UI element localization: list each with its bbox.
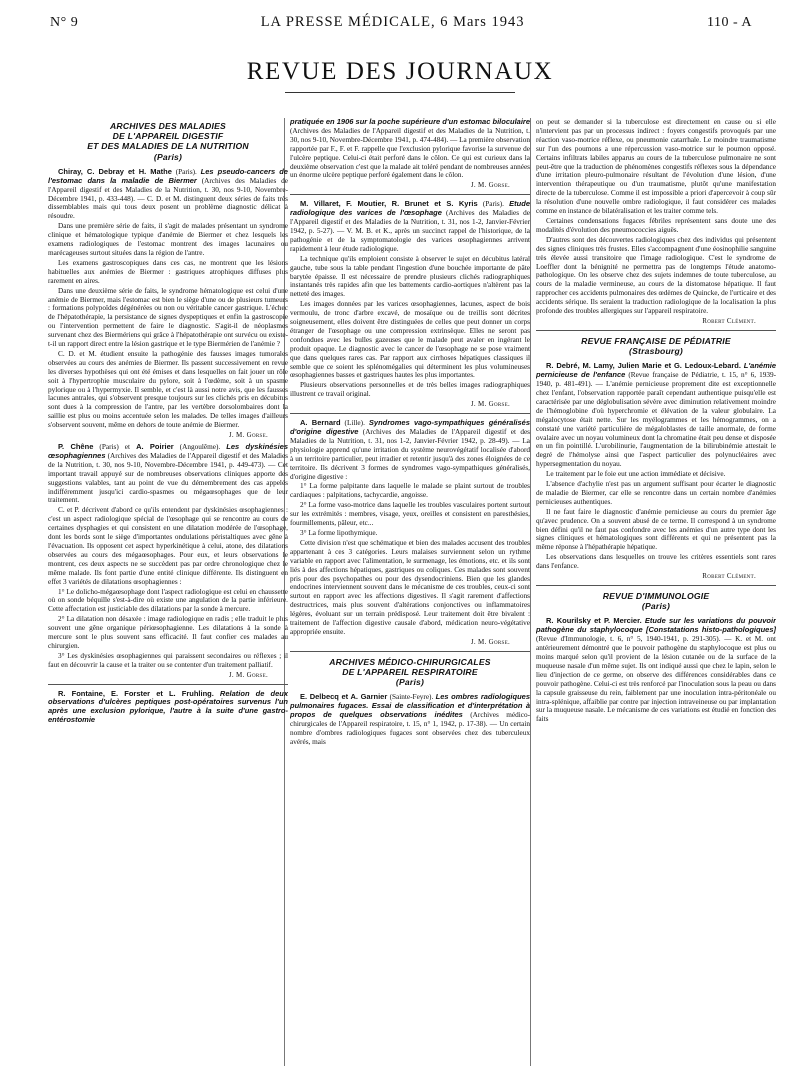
article-list-item: 3° Les dyskinésies œsophagiennes qui paraissent secondaires ou réflexes ; il faut en découvrir la cause et la traiter ou se contenter d'un traitement palliatif. (48, 651, 288, 669)
article-authors: R. Kourilsky et P. Mercier. (546, 616, 642, 626)
heading-city: (Paris) (641, 601, 671, 612)
journal-section-heading (536, 336, 776, 356)
article (290, 693, 530, 746)
article (536, 118, 776, 326)
article-lead (290, 200, 530, 253)
article-lead (48, 690, 288, 726)
article-separator (536, 330, 776, 331)
article-place: (Sainte-Feyre). (387, 693, 436, 702)
article-separator (290, 413, 530, 414)
article-title: Les dyskinésies œsophagiennes (48, 442, 288, 460)
article-paragraph: La technique qu'ils emploient consiste à observer le sujet en décubitus latéral gauche, tube sous la table pendant l'ingestion d'une bouchée importante de pâte barytée épaisse. Il est nécessaire de prendre plusieurs clichés radiographiques instantanés très rapides afin que les battements cardio-aortiques n'altèrent pas la netteté des images. (290, 254, 530, 299)
heading-city: (Paris) (153, 151, 183, 162)
article-signature: Robert Clément. (702, 572, 756, 581)
issue-number: N° 9 (50, 15, 79, 30)
article-paragraph: D'autres sont des découvertes radiologiques chez des individus qui présentent des signes cliniques très frustes. Elles s'accompagnent d'une éosinophilie sanguine très élevée aussi transitoire que l'image radiologique. C'est le syndrome de Loeffler dont la bénignité ne permettra pas de longtemps l'étude anatomo-pathologique. On les observe chez des sujets indemnes de toute tuberculose, au cours de la maladie vermineuse, au cours de la distomatose hépatique. Il faut rapprocher ces accidents pulmonaires des œdèmes de Quincke, de l'urticaire et des accidents sérique. Ils seraient la traduction radiologique de la localisation la plus profonde des troubles allergiques sur l'appareil respiratoire. (536, 235, 776, 316)
column-2 (290, 118, 530, 1068)
page-number: 110 - A (707, 15, 752, 30)
article-signature: J. M. Gorse. (470, 400, 510, 409)
article-lead (290, 118, 530, 180)
article-separator (48, 684, 288, 685)
title-rule (285, 92, 515, 93)
article-authors: E. Delbecq et A. Garnier (300, 692, 388, 702)
heading-line: ARCHIVES MÉDICO-CHIRURGICALES (329, 656, 491, 667)
heading-city: (Strasbourg) (629, 346, 683, 357)
article-lead (536, 362, 776, 469)
column-3 (536, 118, 776, 1068)
article-title: Les ombres radiologiques pulmonaires fugaces. Essai de classification et d'interprétation à propos de quelques observations inédites (290, 692, 530, 720)
article-title: Relation de deux observations d'ulcères peptiques post-opératoires survenus l'un après une exclusion pylorique, l'autre à la suite d'une gastro-entérostomie (48, 688, 288, 725)
article-list-item: 1° Le dolicho-mégaœsophage dont l'aspect radiologique est celui en chaussette où on sonde béquille s'est-à-dire où existe une angulation de la partie inférieure. Cette affectation est justiciable des dilatations par la sonde à mercure. (48, 587, 288, 614)
article-place: (Paris). (477, 200, 510, 209)
article-title: Les pseudo-cancers de l'estomac dans la maladie de Biermer (48, 166, 288, 185)
article (290, 200, 530, 409)
article-title: L'anémie pernicieuse de l'enfance (536, 361, 776, 380)
article-list-item: 1° La forme palpitante dans laquelle le malade se plaint surtout de troubles cardiaques : palpitations, tachycardie, angoisse. (290, 482, 530, 500)
article-source: (Revue française de Pédiatrie, t. 15, n° 6, 1939-1940, p. 481-491). — L'anémie pernicieuse proprement dite est exceptionnelle chez l'enfant, l'observation rapportée paraît cependant authentique puisqu'elle est caractérisée par une déglobulisation sévère avec diminution relativement moindre de l'hémoglobine d'où hyperchromie et élévation de la valeur globulaire. La mégalocytose était nette. Sur les myélogrammes et les hémogrammes, on a constaté une variété particulière de mégaloblastes de taille anormale, de forme ovalaire avec un noyau volumineux dont la chromatine était peu dense et disposée en un fin pointillé. L'urobilinurie, l'augmentation de la bilirubinémie attestait le degré de l'hémolyse ainsi que l'aspect particulier des polynucléaires avec hypersegmentation du noyau. (536, 371, 776, 469)
article-list-item: 2° La forme vaso-motrice dans laquelle les troubles vasculaires portent surtout sur les extrémités : membres, visage, yeux, oreilles et consistent en paresthésies, fourmillements, pâleur, etc... (290, 501, 530, 528)
article-paragraph: Les observations dans lesquelles on trouve les critères essentiels sont rares dans l'enfance. (536, 553, 776, 571)
article-paragraph: Le traitement par le foie eut une action immédiate et décisive. (546, 470, 726, 479)
article-paragraph: C. et P. décrivent d'abord ce qu'ils entendent par dyskinésies œsophagiennes : c'est un aspect radiologique spécial de l'œsophage qui se rencontre au cours de certaines dysphagies et qui consistent en une dilatation modérée de l'œsophage, dont les bords sont le siège d'importantes ondulations péristaltiques avec gêne à l'évacuation. Ils opposent cet aspect hyperkinétique à celui, atone, des dilatations observées au cours des mégaœsophages. Pour eux, et leurs observations le montrent, ces deux aspects ne se succèdent pas par ordre chronologique chez le même malade. Ils font partie d'une entité clinique différente. Ils distinguent en effet 3 variétés de dilatations œsophagiennes : (48, 506, 288, 586)
article-paragraph: Certaines condensations fugaces fébriles représentent sans doute une des modalités d'évolution des pneumococcies aiguës. (536, 216, 776, 234)
heading-line: ARCHIVES DES MALADIES (110, 121, 226, 131)
article-lead (48, 168, 288, 221)
article-place: (Paris). (171, 167, 201, 176)
page-header (50, 14, 752, 32)
article-authors: R. Debré, M. Lamy, Julien Marie et G. Ledoux-Lebard. (546, 361, 741, 371)
article-authors: A. Poirier (136, 442, 174, 451)
article-paragraph: Dans une première série de faits, il s'agit de malades présentant un syndrome clinique et hématologique typique d'anémie de Biermer et chez lesquels les examens radiologiques de l'estomac montrent des images lacunaires ou marécageuses surtout situées dans la région de l'antre. (48, 222, 288, 257)
article-source: (Archives des Maladies de l'Appareil digestif et des Maladies de la Nutrition, t. 31, nos 1-2, Janvier-Février 1942, p. 5-27). — V. M. B. et K., après un succinct rappel de l'historique, de la pathogénie et de la symptomatologie des varices œsophagiennes arrivent rapidement à leur étude radiologique. (290, 209, 530, 253)
article-separator (290, 194, 530, 195)
article (536, 362, 776, 581)
article-lead (48, 443, 288, 505)
article-source: (Archives des Maladies de l'Appareil digestif et des Maladies de la Nutrition, t. 31, nos 1-2, Janvier-Février 1942, p. 28-49). — La physiologie apprend qu'une irritation du système neurovégétatif localisée d'abord à un territoire particulier, peut irradier et retentir jusqu'à des zones éloignées de ce territoire. Ils décrivent 3 formes de syndromes vago-sympathiques généralisés, d'origine digestive : (290, 428, 530, 481)
article-lead (536, 617, 776, 724)
journal-title: LA PRESSE MÉDICALE, 6 Mars 1943 (260, 14, 525, 30)
article-source: (Archives des Maladies de l'Appareil digestif et des Maladies de la Nutrition, t. 30, nos 9-10, Novembre-Décembre 1941, p. 449-473). — Cet important travail appuyé sur de nombreuses observations cliniques apporte des suggestions valables, tant au point de vue du démembrement des cas appelés indifféremment jusqu'ici cardio-spasmes ou mégaœsophages que de leur traitement. (48, 451, 288, 505)
article-paragraph: Dans une deuxième série de faits, le syndrome hématologique est celui d'une anémie de Biermer, mais l'estomac est bien le siège d'une ou de plusieurs tumeurs : formations polypoïdes dégénérées ou non ou véritable cancer gastrique. L'échec de l'hépatothérapie, la persistance de signes dyspeptiques et enfin la gastroscopie ou l'intervention permettent de faire le diagnostic. S'agit-il de néoplasmes survenant chez des Biermériens qui grâce à l'hépatothérapie ont survécu ou existe-t-il un rapport direct entre la lésion gastrique et le type Biermérien de l'anémie ? (48, 286, 288, 349)
article-paragraph: Il ne faut faire le diagnostic d'anémie pernicieuse au cours du premier âge qu'avec prudence. On a souvent abusé de ce terme. Il correspond à un syndrome bien défini qu'il ne faut pas confondre avec les anémies d'un autre type dont les signes cliniques et hématologiques sont différents et qui ne présentent pas la même réponse à l'hépathérapie hépatique. (536, 507, 776, 552)
article (48, 443, 288, 680)
article-title: pratiquée en 1906 sur la poche supérieure d'un estomac biloculaire (290, 118, 530, 126)
article-signature: J. M. Gorse. (228, 670, 268, 679)
article-paragraph: L'absence d'achylie n'est pas un argument suffisant pour écarter le diagnostic de maladie de Biermer, car elle se rencontre dans un certain nombre d'anémies pernicieuses authentiques. (536, 480, 776, 506)
heading-line: DE L'APPAREIL RESPIRATOIRE (342, 666, 478, 677)
article-authors: M. Villaret, F. Moutier, R. Brunet et S. Kyris (300, 199, 478, 209)
article-list-item: 2° La dilatation non désaxée : image radiologique en radis ; elle traduit le plus souvent une gêne organique périœsophagienne. Les dilatations à la sonde à mercure sont le plus souvent sans efficacité. Il faut confier ces malades au chirurgien. (48, 615, 288, 650)
article-paragraph: Les images données par les varices œsophagiennes, lacunes, aspect de bois vermoulu, de tronc d'arbre excavé, de mosaïque ou de treillis sont décrites soigneusement, elles doivent être distinguées de celles que peut donner un corps étranger de l'œsophage ou une compression extrinsèque. Elles ne seront pas confondues avec les bulles gazeuses que le malade peut avaler en ingérant le produit opaque. Le diagnostic avec le cancer de l'œsophage ne se pose vraiment que dans quelques rares cas. Par rapport aux cirrhoses hépatiques classiques il semble que ce soient les splénomégalies qui déterminent les plus volumineuses œsophagiennes basses et gastriques hautes les plus importantes. (290, 300, 530, 380)
article-title: Etude sur les variations du pouvoir pathogène du staphylocoque [Constatations histo-pathologiques] (536, 616, 776, 635)
article-place: (Lille). (340, 419, 369, 428)
article-source: (Archives des Maladies de l'Appareil digestif et des Maladies de la Nutrition, t. 30, nos 9-10, Novembre-Décembre 1941, p. 474-484). — La première observation rapportée par F., F. et F. rappelle que l'exclusion pylorique favorise la survenue de l'ulcère peptique. Celui-ci était perforé dans le côlon. Ce qui est curieux dans la deuxième observation c'est que la malade ait toléré pendant de nombreuses années un énorme ulcère peptique perforé également dans le côlon. (290, 126, 530, 180)
article-place: (Paris) et (93, 443, 137, 451)
column-divider (530, 118, 531, 1066)
article-paragraph: Les examens gastroscopiques dans ces cas, ne montrent que les lésions habituelles aux anémies de Biermer : gastriques atrophiques diffuses plus rarement en aires. (48, 258, 288, 285)
article-paragraph: Cette division n'est que schématique et bien des malades accusent des troubles appartenant à ces 3 catégories. Leurs malaises surviennent selon un rythme variable en rapport avec l'alimentation, le surmenage, les émotions, etc. et ils sont liés à des affections hépatiques, gastriques ou coliques. Ces malades sont souvent pris pour des psychopathes ou pour des dysendocriniens. Bien que les glandes endocrines interviennent souvent dans le mécanisme de ces troubles, ceux-ci sont surtout en rapport avec les affections digestives. Il s'agit rarement d'affections destructrices, mais plus souvent d'altérations conjonctives ou inflammatoires légères, évoluant sur un terrain prédisposé. Leur traitement doit être bivalent : traitement de l'affection digestive causale d'abord, médication neuro-végétative appropriée ensuite. (290, 538, 530, 636)
heading-line: REVUE D'IMMUNOLOGIE (602, 591, 710, 601)
article-list-item: 3° La forme lipothymique. (300, 528, 378, 537)
article (290, 118, 530, 190)
article-signature: J. M. Gorse. (470, 637, 510, 646)
heading-city: (Paris) (395, 677, 425, 688)
article-source: (Archives médico-chirurgicales de l'Appareil respiratoire, t. 15, n° 1, 1942, p. 17-38). — Un certain nombre d'ombres radiologiques fugaces sont observées chez des tuberculeux avérés, mais (290, 711, 530, 746)
article-source: (Archives des Maladies de l'Appareil digestif et des Maladies de la Nutrition, t. 30, nos 9-10, Novembre-Décembre 1941, p. 433-448). — C. D. et M. distinguent deux séries de faits très dissemblables mais qui tous deux posent un problème diagnostic délicat à résoudre. (48, 176, 288, 221)
article (536, 617, 776, 724)
article (48, 690, 288, 726)
article-authors: P. Chêne (58, 442, 94, 451)
journal-section-heading (48, 121, 288, 162)
article-signature: Robert Clément. (702, 316, 756, 325)
article-authors: A. Bernard (300, 418, 341, 428)
article-authors: R. Fontaine, E. Forster et L. Fruhling. (58, 688, 214, 698)
article-paragraph: on peut se demander si la tuberculose est directement en cause ou si elle n'intervient pas par un processus indirect : foyers congestifs provoqués par une réaction vaso-motrice réflexe, ou pneumonie catarrhale. Le moindre traumatisme sur l'un des poumons a une répercussion vaso-motrice sur le poumon opposé. Certains infiltrats labiles apparus au cours de la tuberculose pulmonaire ne sont peut-être que la traduction de phénomènes congestifs réflexes sous la dépendance d'une irritation pleuro-pulmonaire résultant de l'évolution d'une lésion, d'une intervention thérapeutique ou d'un traumatisme, plutôt qu'une manifestation directe de la tuberculose. Comme il est impossible a priori d'apercevoir à coup sûr la résolution d'une nouvelle ombre radiologique, il faut considérer ces malades comme en instance de bilatéralisation et les traiter comme tels. (536, 118, 776, 216)
heading-line: DE L'APPAREIL DIGESTIF (112, 131, 224, 142)
article-lead (290, 419, 530, 481)
article (290, 419, 530, 647)
article-title: Syndromes vago-sympathiques généralisés d'origine digestive (290, 418, 530, 436)
column-1 (48, 118, 288, 1068)
article (48, 168, 288, 440)
article-lead (290, 693, 530, 746)
article-paragraph: Plusieurs observations personnelles et de très belles images radiographiques illustrent ce travail original. (290, 381, 530, 399)
article-signature: J. M. Gorse. (470, 181, 510, 190)
article-signature: J. M. Gorse. (228, 431, 268, 440)
article-authors: Chiray, C. Debray et H. Mathe (58, 166, 172, 176)
heading-line: ET DES MALADIES DE LA NUTRITION (87, 141, 249, 152)
article-title: Etude radiologique des varices de l'œsophage (290, 199, 530, 218)
article-separator (290, 651, 530, 652)
section-title: REVUE DES JOURNAUX (246, 58, 554, 85)
article-paragraph: C. D. et M. étudient ensuite la pathogénie des fausses images tumorales observées au cours des anémies de Biermer. Ils passent successivement en revue les diverses hypothèses qui ont été émises et dans lesquelles on fait jouer un rôle soit à l'hypertrophie musculaire du pylore, soit à l'œdème, soit à un spasme pylorique ou à l'hypermyxie. Il semble, et c'est là aussi notre avis, que les fausses lacunes antrales, qui s'observent presque toujours sur les clichés pris en décubitus sont dues à la compression de l'antre, par les vertèbre dorsolombaires dont la saillie est plus ou moins accentuée selon les malades. De telles images d'ailleurs s'observent souvent, même en dehors de toute anémie de Biermer. (48, 349, 288, 430)
journal-section-heading (536, 591, 776, 611)
journal-section-heading (290, 657, 530, 688)
article-source: (Revue d'Immunologie, t. 6, n° 5, 1940-1941, p. 291-305). — K. et M. ont antérieurement démontré que le pouvoir pathogène du staphylocoque est plus ou moins marqué selon qu'il provient de la lésion cutanée ou de la surface de la muqueuse nasale d'un même sujet. Ils ont indiqué aussi que chez le lapin, selon le lieu d'injection de ce germe, on observe des différences considérables dans ce pouvoir pathogène. Celui-ci est très renforcé par l'inoculation sous la peau ou dans la capsule graisseuse du rein, faiblement par une inoculation intra-péritonéale ou intra-splénique, affaiblie par contre par injection intraveineuse ou par implantation sur la muqueuse nasale. Le mécanisme de ces variations est étudié en fonction des faits (536, 635, 776, 724)
heading-line: REVUE FRANÇAISE DE PÉDIATRIE (581, 335, 731, 346)
article-separator (536, 585, 776, 586)
article-place: (Angoulême). (173, 443, 227, 451)
